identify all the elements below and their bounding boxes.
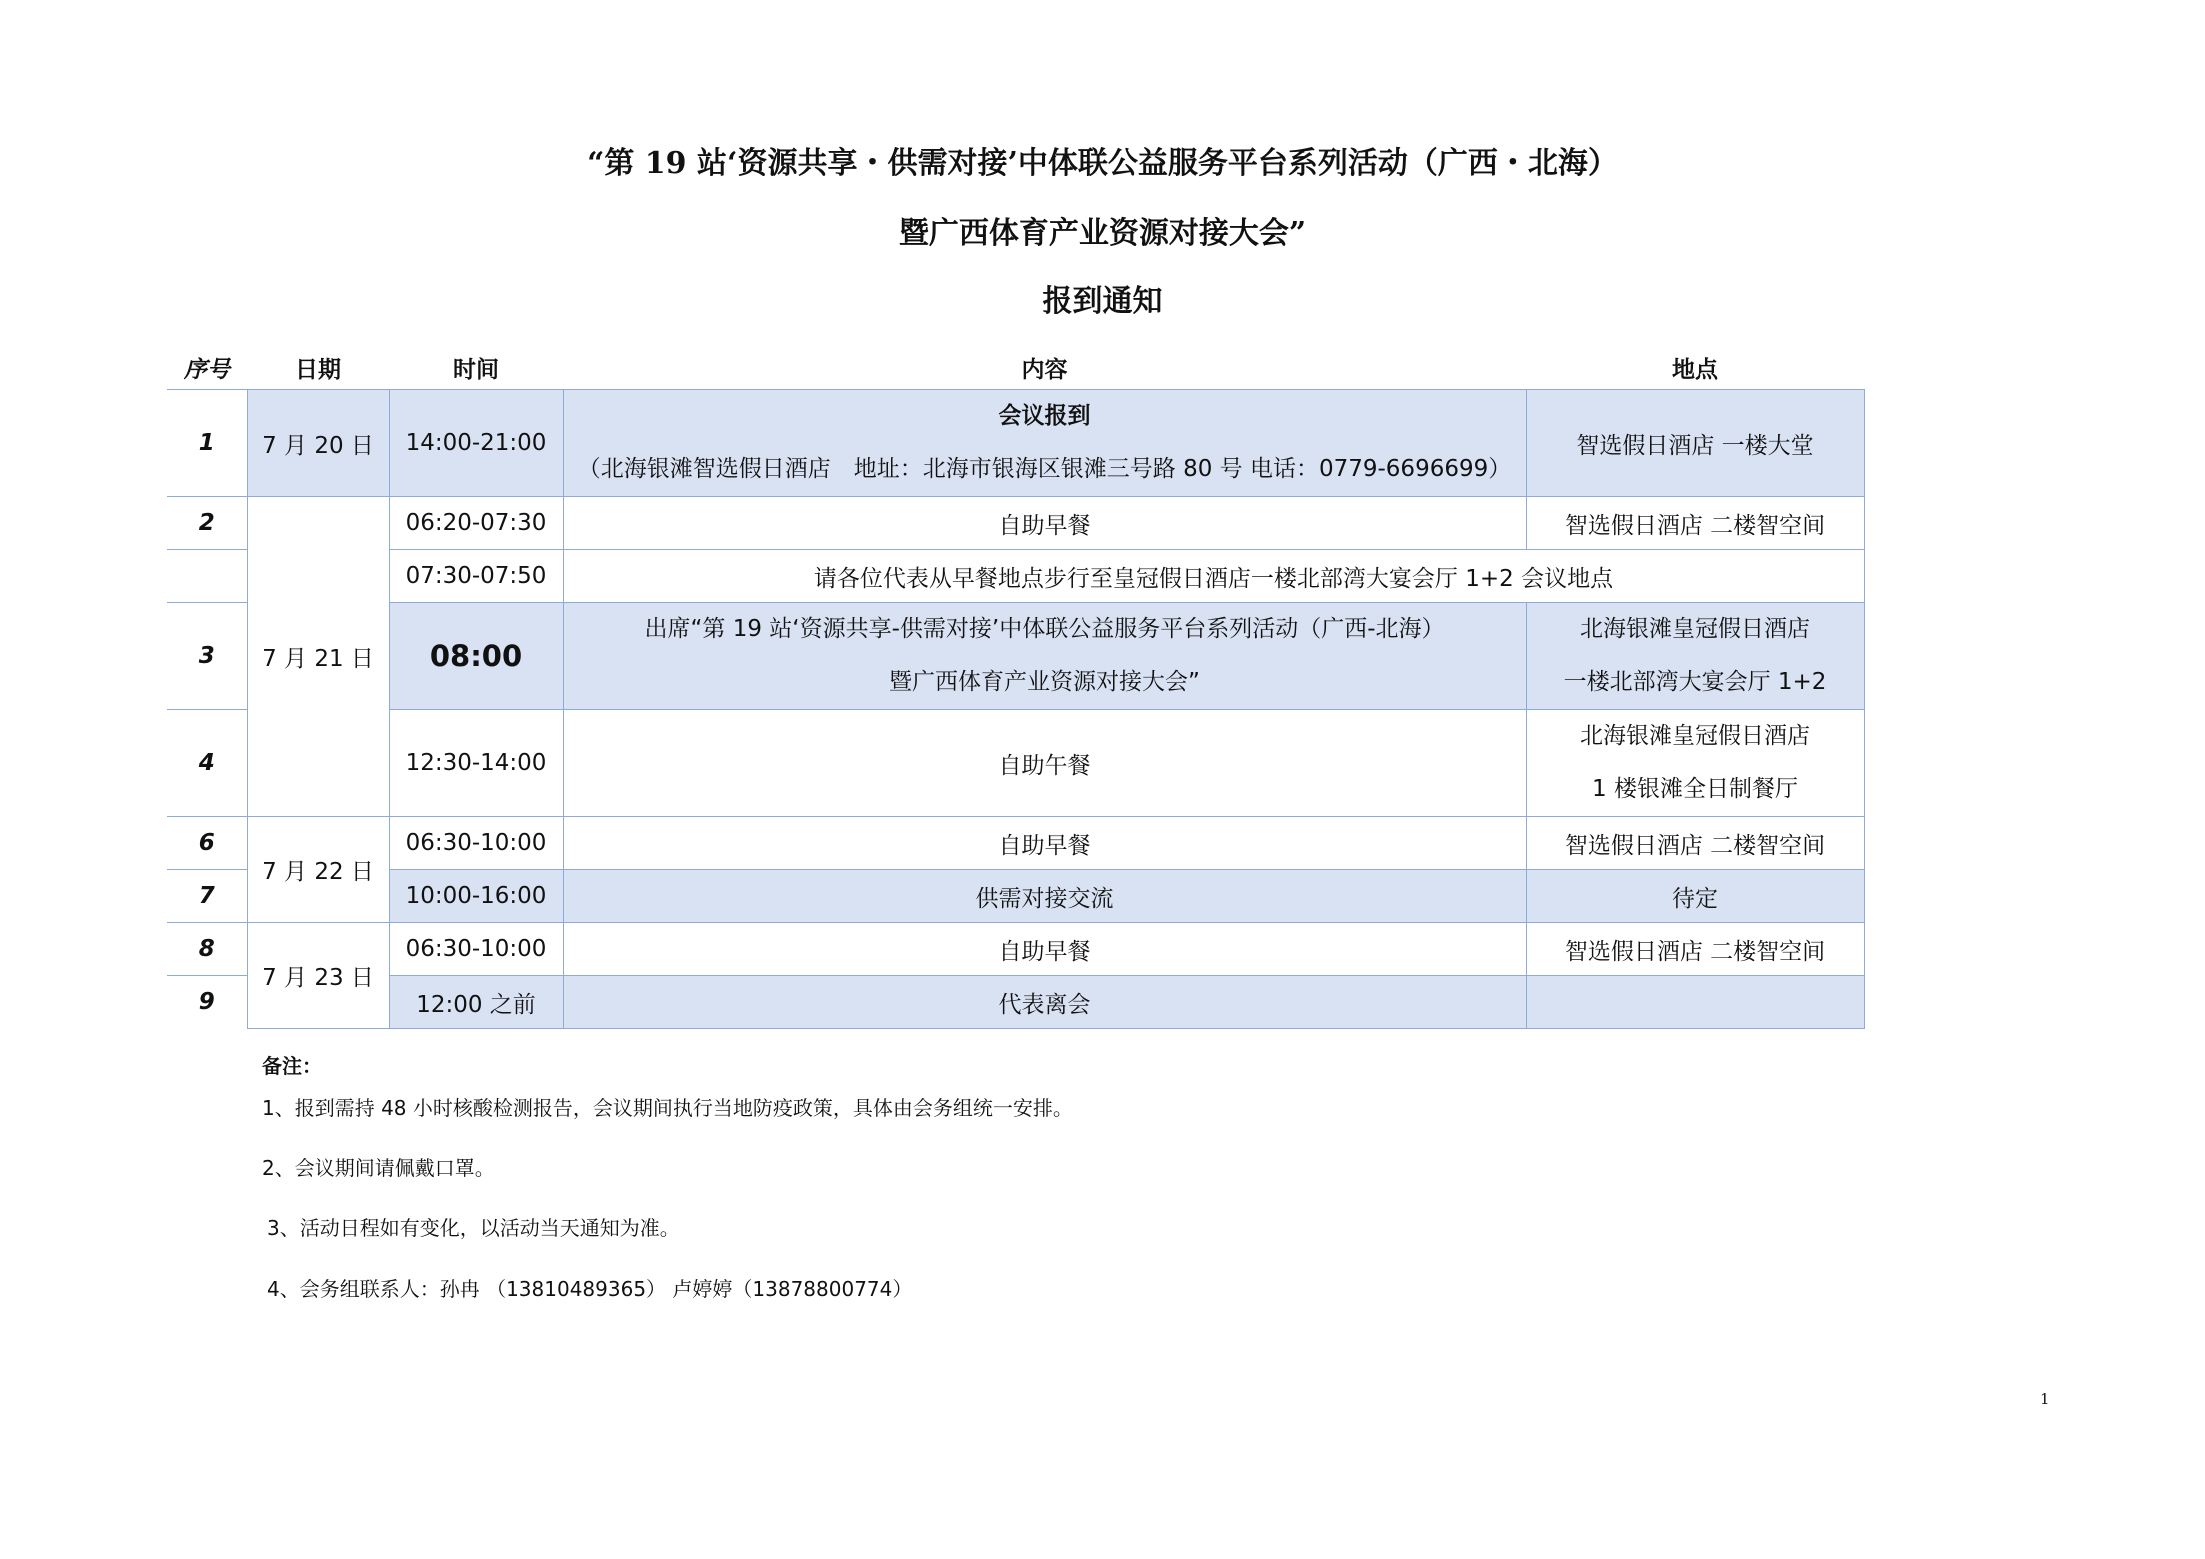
row-content: 自助早餐 (563, 923, 1526, 976)
row-seq: 7 (167, 870, 247, 923)
row-time: 12:30-14:00 (389, 710, 563, 817)
row-date: 7 月 23 日 (247, 923, 389, 1029)
row-content (563, 603, 1526, 710)
title-line-2: 暨广西体育产业资源对接大会” (898, 216, 1307, 251)
row-seq: 3 (167, 603, 247, 710)
row-content: 自助早餐 (563, 497, 1526, 550)
row-date: 7 月 22 日 (247, 817, 389, 923)
row-content: 自助早餐 (563, 817, 1526, 870)
note-item: 2、会议期间请佩戴口罩。 (262, 1156, 495, 1180)
header-location: 地点 (1672, 357, 1718, 383)
table-row (167, 923, 1864, 976)
row-seq: 6 (167, 817, 247, 870)
row-content: 代表离会 (563, 976, 1526, 1029)
row-location: 智选假日酒店 二楼智空间 (1526, 497, 1864, 550)
row-time: 14:00-21:00 (389, 390, 563, 497)
row-time: 06:30-10:00 (389, 817, 563, 870)
schedule-table (167, 346, 1865, 1029)
note-item: 3、活动日程如有变化，以活动当天通知为准。 (267, 1216, 680, 1240)
table-row (167, 817, 1864, 870)
table-row (167, 497, 1864, 550)
row-time: 08:00 (389, 603, 563, 710)
row-seq: 4 (167, 710, 247, 817)
row-location: 待定 (1526, 870, 1864, 923)
page-number: 1 (2040, 1390, 2050, 1408)
row-seq (167, 550, 247, 603)
row-location (1526, 710, 1864, 817)
table-header-row (167, 346, 1864, 390)
row-time: 06:30-10:00 (389, 923, 563, 976)
row-time: 10:00-16:00 (389, 870, 563, 923)
row-time: 06:20-07:30 (389, 497, 563, 550)
header-date: 日期 (295, 357, 341, 383)
row-time: 12:00 之前 (389, 976, 563, 1029)
row-location (1526, 976, 1864, 1029)
row-location-line-1: 北海银滩皇冠假日酒店 (1580, 616, 1810, 642)
row-content-detail: （北海银滩智选假日酒店 地址：北海市银海区银滩三号路 80 号 电话：0779-6696699） (577, 456, 1512, 482)
row-location: 智选假日酒店 二楼智空间 (1526, 923, 1864, 976)
row-location: 智选假日酒店 一楼大堂 (1526, 390, 1864, 497)
row-date: 7 月 21 日 (247, 497, 389, 817)
row-time: 07:30-07:50 (389, 550, 563, 603)
row-content: 自助午餐 (563, 710, 1526, 817)
row-seq: 1 (167, 390, 247, 497)
table-row (167, 976, 1864, 1029)
table-row (167, 710, 1864, 817)
row-content (563, 390, 1526, 497)
header-content: 内容 (1021, 357, 1068, 383)
title-line-3: 报到通知 (1042, 284, 1163, 319)
row-content-line-1: 出席“第 19 站‘资源共享-供需对接’中体联公益服务平台系列活动（广西-北海） (644, 616, 1445, 642)
table-row (167, 603, 1864, 710)
header-time: 时间 (453, 357, 499, 383)
row-location-line-2: 一楼北部湾大宴会厅 1+2 (1563, 669, 1827, 695)
note-item: 4、会务组联系人：孙冉 （13810489365） 卢婷婷（13878800774） (267, 1277, 913, 1301)
row-content: 供需对接交流 (563, 870, 1526, 923)
table-row (167, 390, 1864, 497)
row-content-line-2: 暨广西体育产业资源对接大会” (889, 669, 1200, 695)
row-location-line-2: 1 楼银滩全日制餐厅 (1592, 776, 1798, 802)
notes-heading: 备注： (262, 1054, 322, 1078)
title-line-1: “第 19 站‘资源共享・供需对接’中体联公益服务平台系列活动（广西・北海） (587, 146, 1618, 181)
row-seq: 9 (167, 976, 247, 1029)
row-seq: 2 (167, 497, 247, 550)
row-location: 智选假日酒店 二楼智空间 (1526, 817, 1864, 870)
row-seq: 8 (167, 923, 247, 976)
row-content: 请各位代表从早餐地点步行至皇冠假日酒店一楼北部湾大宴会厅 1+2 会议地点 (563, 550, 1864, 603)
row-location-line-1: 北海银滩皇冠假日酒店 (1580, 723, 1810, 749)
row-content-title: 会议报到 (998, 403, 1091, 429)
table-row (167, 550, 1864, 603)
row-location (1526, 603, 1864, 710)
note-item: 1、报到需持 48 小时核酸检测报告，会议期间执行当地防疫政策，具体由会务组统一安排。 (262, 1096, 1073, 1120)
table-row (167, 870, 1864, 923)
header-seq: 序号 (184, 357, 230, 383)
row-date: 7 月 20 日 (247, 390, 389, 497)
